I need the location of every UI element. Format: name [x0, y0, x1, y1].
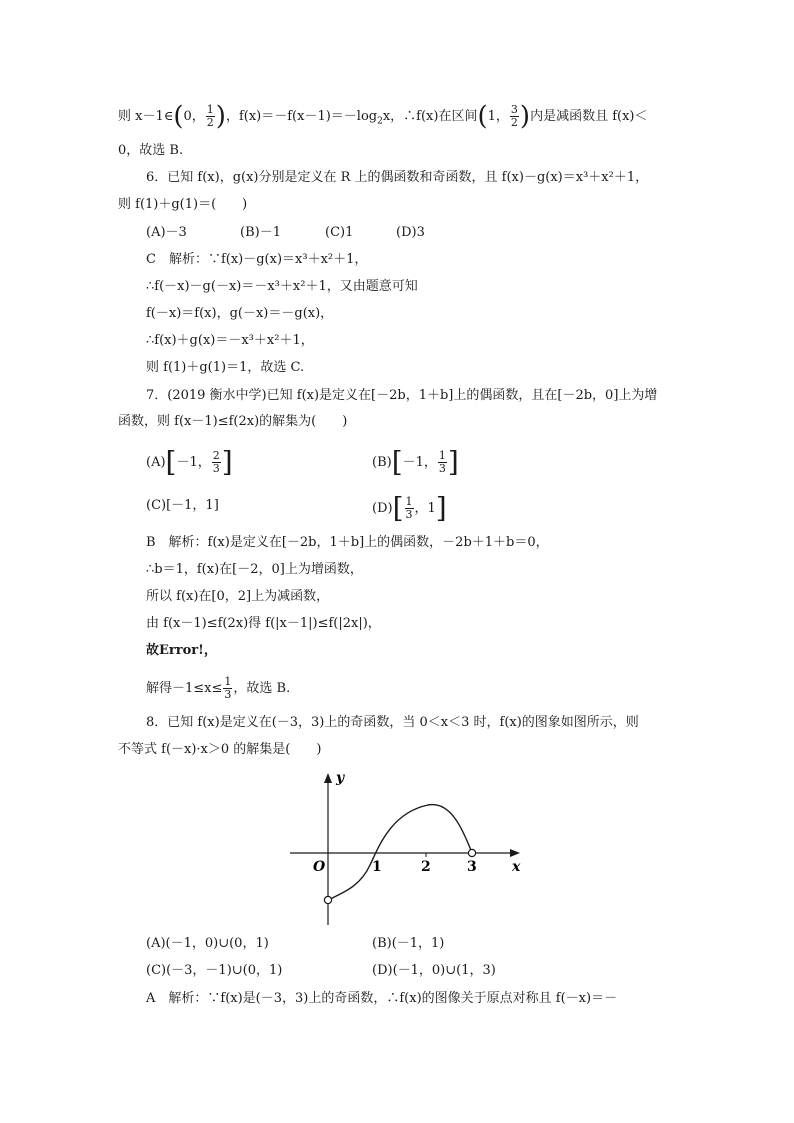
q6-solution-2: ∴f(－x)－g(－x)＝－x³＋x²＋1，又由题意可知	[146, 279, 418, 294]
x-axis-arrow-icon	[510, 849, 520, 857]
q7-solution-1: B 解析：f(x)是定义在[－2b，1＋b]上的偶函数，－2b＋1＋b＝0，	[146, 535, 549, 550]
fraction-half	[206, 104, 215, 129]
frac-den: 3	[224, 688, 232, 701]
bracket-close: ]	[447, 445, 459, 479]
frac-num: 1	[438, 449, 446, 462]
q6-option-b: (B)－1	[240, 225, 281, 240]
option-label: (D)	[372, 501, 393, 516]
frac-den: 2	[206, 116, 214, 129]
fraction	[405, 496, 414, 521]
q7-stem-1: 7．(2019 衡水中学)已知 f(x)是定义在[－2b，1＋b]上的偶函数，且在[－2b，0]上为增	[146, 388, 658, 403]
q8-option-c: (C)(－3，－1)∪(0，1)	[146, 963, 283, 978]
bracket-open: [	[391, 445, 403, 479]
text-segment: 0，	[183, 109, 205, 124]
text-segment: 解得－1≤x≤	[146, 681, 223, 696]
y-axis-label: y	[336, 770, 345, 786]
text-segment: ，f(x)＝－f(x－1)＝－log	[225, 109, 378, 124]
bracket-close: ]	[221, 445, 233, 479]
frac-den: 3	[438, 462, 446, 475]
text-segment: 内是减函数且 f(x)＜	[530, 109, 648, 124]
fraction	[223, 676, 232, 701]
q8-stem-1: 8．已知 f(x)是定义在(－3，3)上的奇函数，当 0＜x＜3 时，f(x)的图象如图所示，则	[146, 715, 639, 730]
top-line-2: 0，故选 B.	[118, 143, 184, 158]
top-line-1	[118, 101, 648, 132]
q7-solution-4: 由 f(x－1)≤f(2x)得 f(|x－1|)≤f(|2x|)，	[146, 616, 381, 631]
q7-solution-2: ∴b＝1，f(x)在[－2，0]上为增函数，	[146, 562, 363, 577]
log-subscript: 2	[377, 116, 383, 127]
fraction	[212, 450, 221, 475]
open-point-x3	[468, 849, 475, 856]
q7-solution-3: 所以 f(x)在[0，2]上为减函数，	[146, 589, 330, 604]
frac-den: 3	[405, 508, 413, 521]
tick-label-2: 2	[421, 859, 431, 875]
q8-stem-2: 不等式 f(－x)·x＞0 的解集是( )	[118, 742, 322, 757]
q6-stem-1: 6．已知 f(x)，g(x)分别是定义在 R 上的偶函数和奇函数，且 f(x)－g(x)＝x³＋x²＋1，	[146, 170, 649, 185]
x-axis-label: x	[512, 859, 521, 875]
text-segment: 则 x－1∈	[118, 109, 174, 124]
paren-close: )	[215, 101, 226, 132]
q6-solution-4: ∴f(x)＋g(x)＝－x³＋x²＋1，	[146, 333, 314, 348]
tick-label-3: 3	[467, 859, 477, 875]
q7-option-d	[372, 491, 447, 525]
q6-stem-2: 则 f(1)＋g(1)＝( )	[118, 197, 248, 212]
paren-open: (	[477, 101, 488, 132]
q7-solution-5: 故Error!，	[146, 643, 217, 658]
frac-num: 1	[224, 675, 232, 688]
function-graph	[280, 765, 540, 935]
q7-stem-2: 函数，则 f(x－1)≤f(2x)的解集为( )	[118, 414, 348, 429]
q8-option-d: (D)(－1，0)∪(1，3)	[372, 963, 496, 978]
q7-option-c: (C)[－1，1]	[146, 498, 219, 513]
text-segment: －1，	[402, 455, 437, 470]
text-segment: ，1	[414, 501, 436, 516]
q6-option-a: (A)－3	[146, 225, 187, 240]
option-label: (A)	[146, 455, 166, 470]
y-axis-arrow-icon	[324, 773, 332, 783]
fraction-three-halves	[510, 104, 519, 129]
q6-solution-3: f(－x)＝f(x)，g(－x)＝－g(x)，	[146, 306, 334, 321]
q8-solution-1: A 解析：∵f(x)是(－3，3)上的奇函数，∴f(x)的图像关于原点对称且 f(－x)＝－	[146, 991, 618, 1006]
option-label: (B)	[372, 455, 392, 470]
tick-label-1: 1	[372, 859, 382, 875]
origin-label: O	[313, 859, 326, 875]
q7-solution-6	[146, 676, 290, 701]
frac-den: 3	[212, 462, 220, 475]
frac-den: 2	[510, 116, 518, 129]
bracket-open: [	[392, 491, 404, 525]
text-segment: x，∴f(x)在区间	[382, 109, 478, 124]
q6-option-d: (D)3	[396, 225, 425, 240]
q8-option-b: (B)(－1，1)	[372, 936, 445, 951]
frac-num: 3	[510, 103, 518, 116]
bracket-close: ]	[435, 491, 447, 525]
q7-option-b	[372, 445, 459, 479]
frac-num: 1	[405, 495, 413, 508]
frac-num: 1	[206, 103, 214, 116]
open-point-y-intercept	[324, 896, 331, 903]
q6-option-c: (C)1	[325, 225, 354, 240]
frac-num: 2	[212, 449, 220, 462]
q8-option-a: (A)(－1，0)∪(0，1)	[146, 936, 269, 951]
text-segment: 1，	[487, 109, 509, 124]
q6-solution-5: 则 f(1)＋g(1)＝1，故选 C.	[146, 360, 305, 375]
fraction	[438, 450, 447, 475]
paren-close: )	[519, 101, 531, 132]
q6-solution-1: C 解析：∵f(x)－g(x)＝x³＋x²＋1，	[146, 252, 368, 267]
text-segment: －1，	[176, 455, 211, 470]
q7-option-a	[146, 445, 233, 479]
bracket-open: [	[165, 445, 177, 479]
text-segment: ，故选 B.	[233, 681, 291, 696]
paren-open: (	[173, 101, 184, 132]
function-curve	[328, 805, 472, 900]
